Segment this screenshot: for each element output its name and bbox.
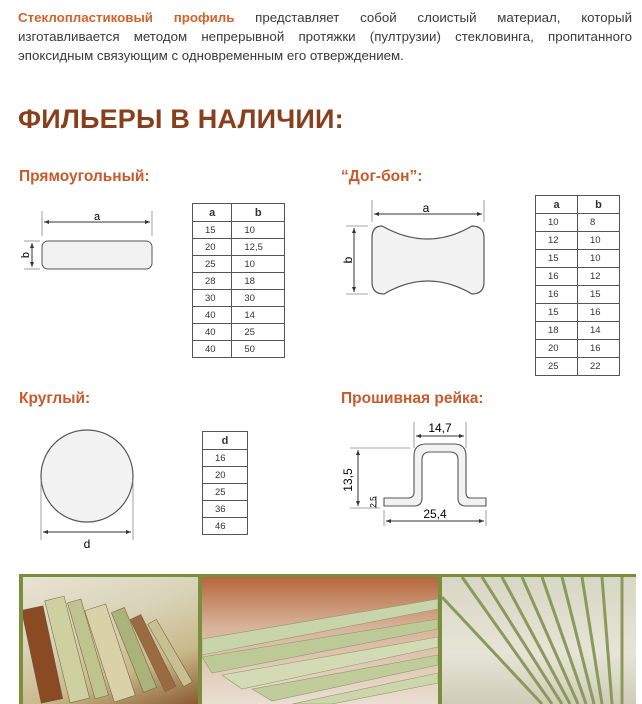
table-row: 40 14	[193, 307, 285, 324]
table-row: 16	[203, 450, 248, 467]
table-row: 40 50	[193, 341, 285, 358]
dim-b-label: b	[20, 251, 32, 259]
table-header: d	[203, 432, 248, 450]
section-title-rectangular: Прямоугольный:	[19, 168, 150, 185]
rectangular-profile-drawing	[20, 208, 160, 288]
table-row: 20 12,5	[193, 239, 285, 256]
round-profile-drawing	[30, 424, 140, 554]
table-row: 18 14	[536, 322, 620, 340]
table-row: 12 10	[536, 232, 620, 250]
table-row: 25 10	[193, 256, 285, 273]
table-row: 46	[203, 518, 248, 535]
intro-paragraph	[18, 8, 632, 65]
intro-text: представляет собой слоистый материал, который изготавливается методом непрерывной протяжки (пултрузии) стекловинга, пропитанного эпоксидным связующим с одновременным его отверждением.	[18, 10, 632, 63]
table-row: 30 30	[193, 290, 285, 307]
dogbone-profile-drawing	[338, 198, 498, 302]
table-row: 16 15	[536, 286, 620, 304]
dim-d-label: d	[83, 537, 91, 551]
table-header: b	[232, 204, 285, 222]
table-row: 36	[203, 501, 248, 518]
photo-strip	[19, 574, 636, 704]
section-title-rail: Прошивная рейка:	[341, 390, 484, 407]
dim-small-label: 2,5	[369, 496, 378, 508]
table-header: a	[536, 196, 578, 214]
dim-b-label: b	[341, 256, 355, 264]
round-table	[202, 431, 248, 535]
table-row: 16 12	[536, 268, 620, 286]
dim-height-label: 13,5	[341, 468, 355, 492]
table-row: 15 16	[536, 304, 620, 322]
table-row: 20	[203, 467, 248, 484]
product-photo	[202, 577, 438, 704]
product-photo	[23, 577, 198, 704]
table-row: 28 18	[193, 273, 285, 290]
dim-bottom-label: 25,4	[423, 507, 447, 521]
page-title: ФИЛЬЕРЫ В НАЛИЧИИ:	[18, 104, 344, 134]
section-title-dogbone: “Дог-бон”:	[341, 168, 423, 185]
dim-top-label: 14,7	[428, 421, 452, 435]
dim-a-label: a	[422, 201, 430, 215]
product-photo	[442, 577, 636, 704]
rail-profile-drawing	[336, 418, 506, 530]
intro-highlight: Стеклопластиковый профиль	[18, 10, 235, 25]
section-title-round: Круглый:	[19, 390, 91, 407]
table-row: 10 8	[536, 214, 620, 232]
table-row: 15 10	[536, 250, 620, 268]
table-row: 15 10	[193, 222, 285, 239]
dogbone-table	[535, 195, 620, 376]
dim-a-label: a	[93, 211, 101, 223]
table-header: a	[193, 204, 232, 222]
table-row: 20 16	[536, 340, 620, 358]
table-row: 25 22	[536, 358, 620, 376]
table-row: 25	[203, 484, 248, 501]
table-header: b	[578, 196, 620, 214]
table-row: 40 25	[193, 324, 285, 341]
rectangular-table	[192, 203, 285, 358]
